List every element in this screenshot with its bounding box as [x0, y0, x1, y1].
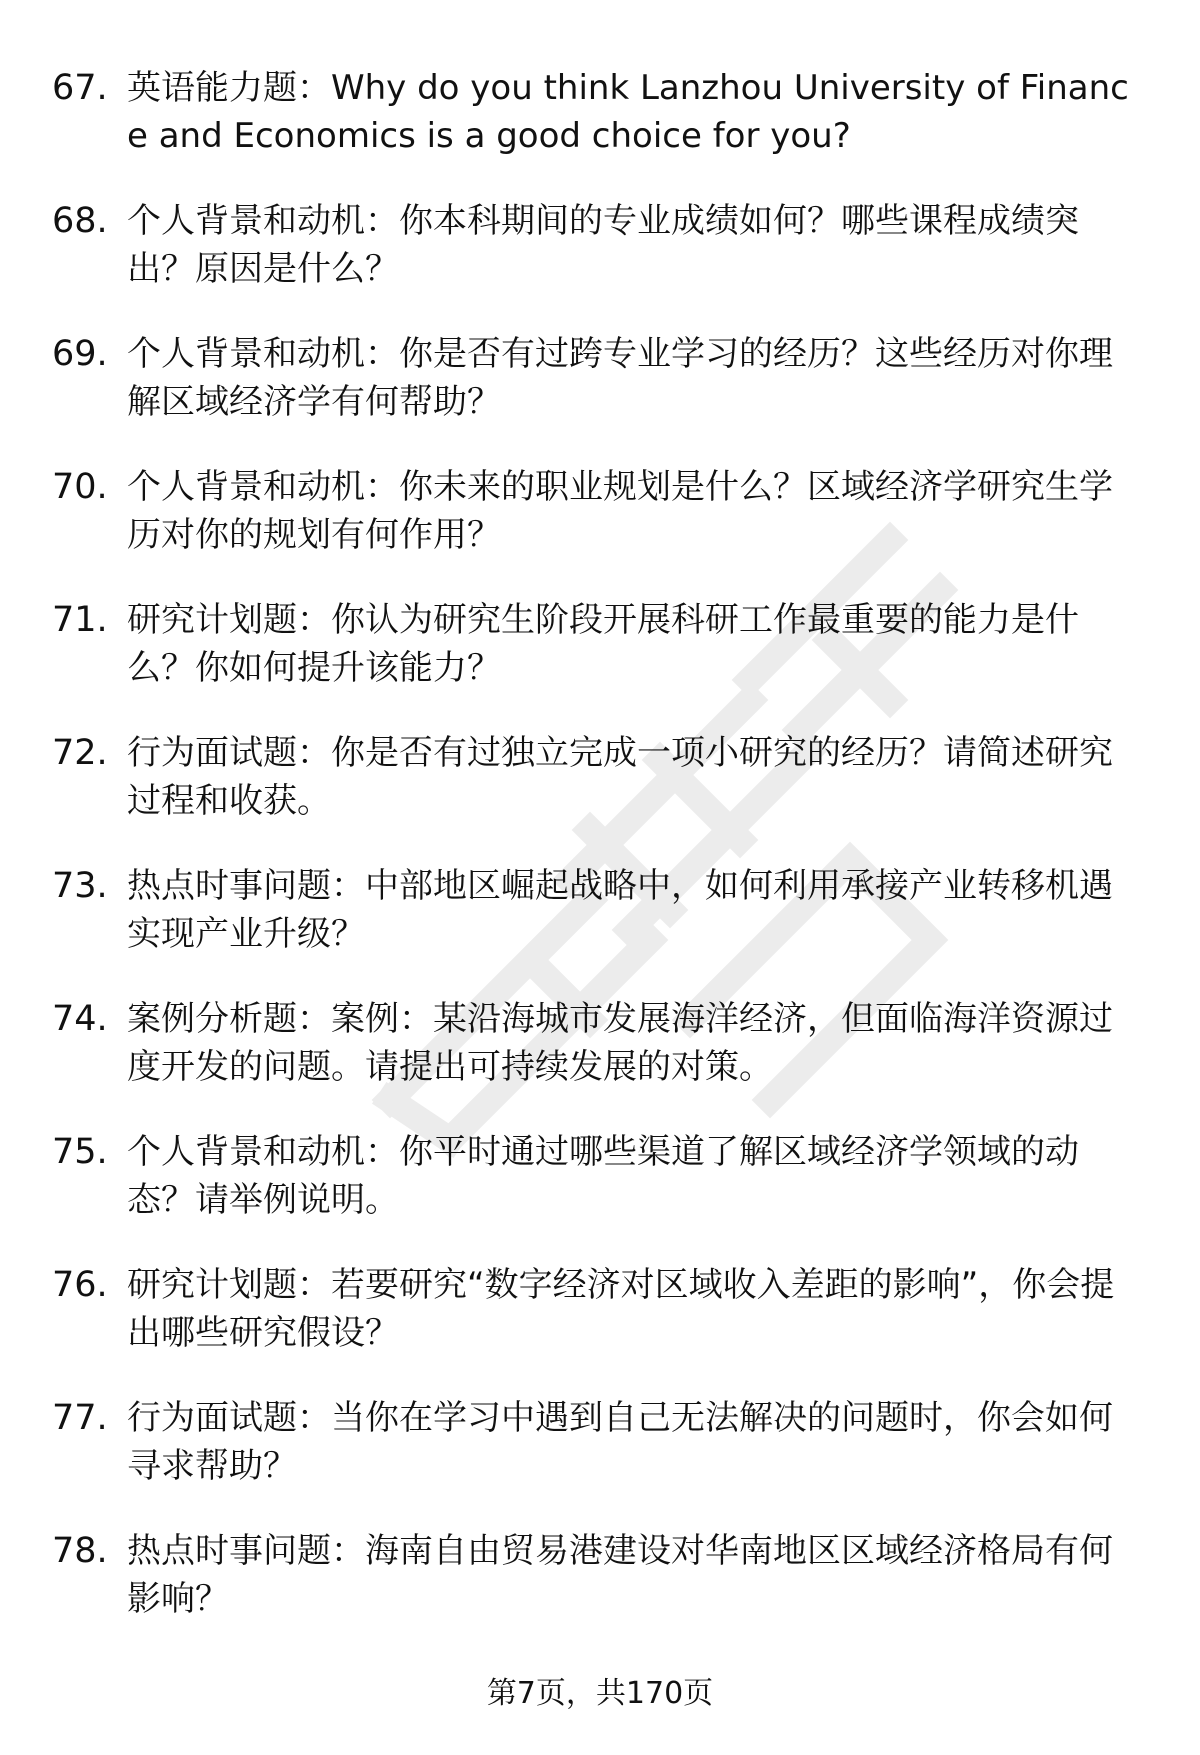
question-number: 76. — [52, 1265, 108, 1305]
question-item-74 — [52, 989, 1152, 1122]
question-item-75 — [52, 1122, 1152, 1255]
question-list — [52, 58, 1152, 1654]
question-item-68 — [52, 191, 1152, 324]
question-text: 案例分析题：案例：某沿海城市发展海洋经济，但面临海洋资源过度开发的问题。请提出可持续发展的对策。 — [127, 999, 1113, 1087]
question-text: 个人背景和动机：你平时通过哪些渠道了解区域经济学领域的动态？请举例说明。 — [127, 1132, 1079, 1220]
question-number: 71. — [52, 600, 108, 640]
question-number: 73. — [52, 866, 108, 906]
question-number: 68. — [52, 201, 108, 241]
question-item-70 — [52, 457, 1152, 590]
page-footer: 第7页，共170页 — [486, 1676, 714, 1711]
question-text: 个人背景和动机：你本科期间的专业成绩如何？哪些课程成绩突出？原因是什么？ — [127, 201, 1079, 289]
question-number: 77. — [52, 1398, 108, 1438]
question-item-69 — [52, 324, 1152, 457]
question-text: 热点时事问题：中部地区崛起战略中，如何利用承接产业转移机遇实现产业升级？ — [127, 866, 1113, 954]
question-text: 研究计划题：若要研究“数字经济对区域收入差距的影响”，你会提出哪些研究假设？ — [127, 1265, 1115, 1353]
question-text: 研究计划题：你认为研究生阶段开展科研工作最重要的能力是什么？你如何提升该能力？ — [127, 600, 1079, 688]
question-number: 67. — [52, 68, 108, 108]
question-text: 行为面试题：当你在学习中遇到自己无法解决的问题时，你会如何寻求帮助？ — [127, 1398, 1113, 1486]
question-number: 75. — [52, 1132, 108, 1172]
question-text: 个人背景和动机：你是否有过跨专业学习的经历？这些经历对你理解区域经济学有何帮助？ — [127, 334, 1113, 422]
question-item-72 — [52, 723, 1152, 856]
question-number: 72. — [52, 733, 108, 773]
question-number: 69. — [52, 334, 108, 374]
question-text: 个人背景和动机：你未来的职业规划是什么？区域经济学研究生学历对你的规划有何作用？ — [127, 467, 1113, 555]
question-item-73 — [52, 856, 1152, 989]
question-item-78 — [52, 1521, 1152, 1654]
question-text: 行为面试题：你是否有过独立完成一项小研究的经历？请简述研究过程和收获。 — [127, 733, 1113, 821]
question-item-67 — [52, 58, 1152, 191]
question-number: 70. — [52, 467, 108, 507]
question-item-77 — [52, 1388, 1152, 1521]
question-text: 英语能力题：Why do you think Lanzhou University of Finance and Economics is a good choice for you? — [127, 68, 1129, 156]
question-number: 74. — [52, 999, 108, 1039]
question-item-76 — [52, 1255, 1152, 1388]
question-text: 热点时事问题：海南自由贸易港建设对华南地区区域经济格局有何影响？ — [127, 1531, 1113, 1619]
question-item-71 — [52, 590, 1152, 723]
question-number: 78. — [52, 1531, 108, 1571]
